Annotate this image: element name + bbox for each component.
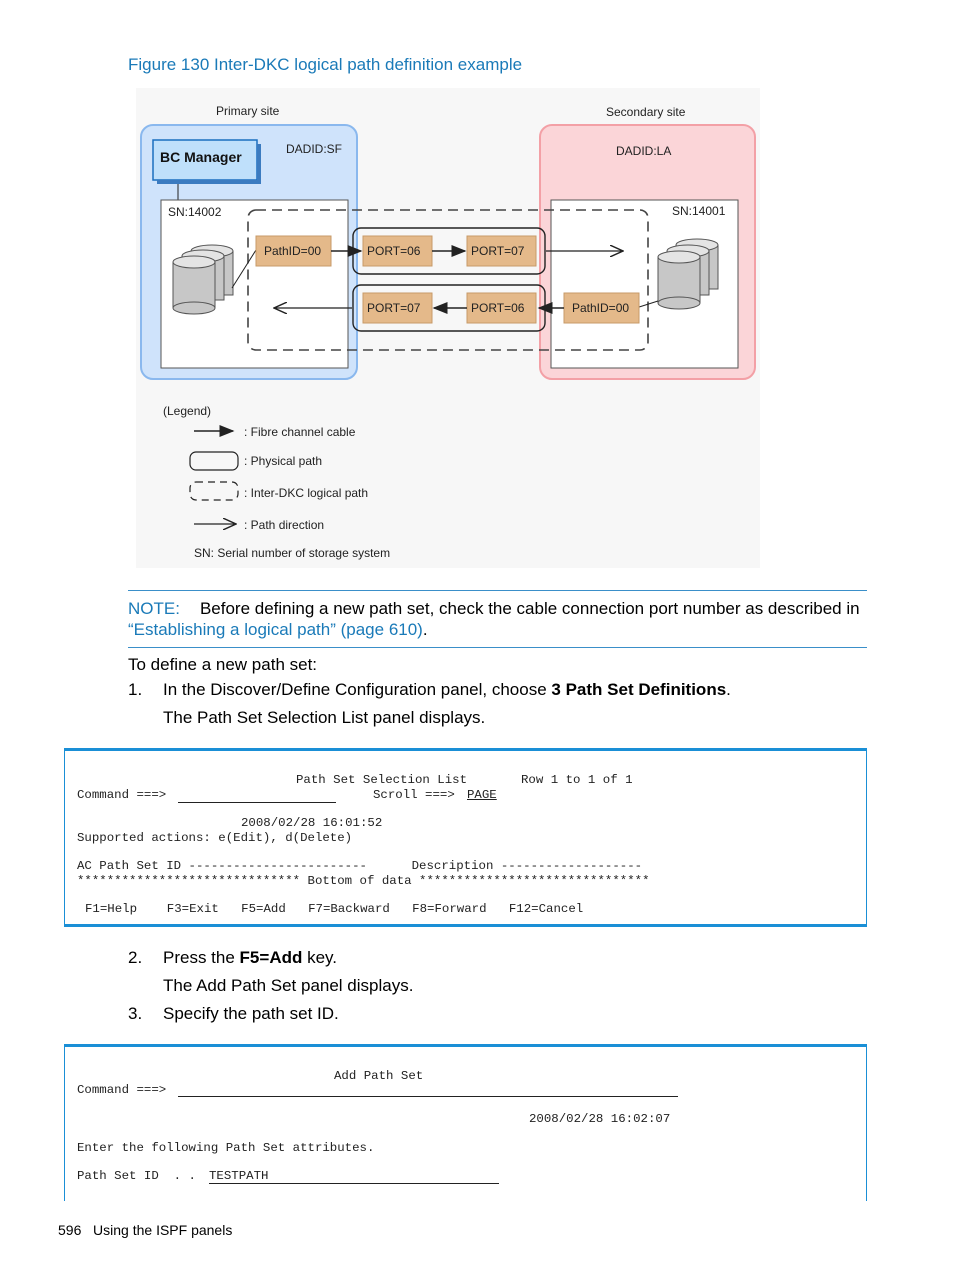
- add-path-set-panel: [64, 1044, 867, 1201]
- step-2-number: 2.: [128, 948, 143, 967]
- panel2-prompt: Enter the following Path Set attributes.: [77, 1141, 375, 1155]
- panel1-command-label: Command ===>: [77, 788, 167, 802]
- step-3-text: Specify the path set ID.: [163, 1004, 339, 1023]
- note-end: .: [422, 620, 428, 639]
- steps-intro: To define a new path set:: [128, 655, 318, 674]
- port-bottom-2-label: PORT=06: [471, 301, 525, 315]
- panel1-title: Path Set Selection List: [296, 773, 468, 787]
- port-top-1-label: PORT=06: [367, 244, 421, 258]
- legend-sn: SN: Serial number of storage system: [194, 546, 391, 560]
- panel1-actions: Supported actions: e(Edit), d(Delete): [77, 831, 353, 845]
- panel1-function-keys[interactable]: F1=Help F3=Exit F5=Add F7=Backward F8=Forward F12=Cancel: [85, 902, 584, 916]
- panel2-title: Add Path Set: [334, 1069, 424, 1083]
- dadid-secondary: DADID:LA: [616, 144, 672, 158]
- legend-title: (Legend): [163, 404, 212, 418]
- legend-direction: : Path direction: [244, 518, 325, 532]
- step-1-number: 1.: [128, 680, 143, 699]
- path-set-selection-panel: [64, 748, 867, 927]
- section-name: Using the ISPF panels: [93, 1222, 233, 1238]
- note-block: [128, 598, 867, 640]
- legend-fibre: : Fibre channel cable: [244, 425, 356, 439]
- sn-primary: SN:14002: [168, 205, 222, 219]
- bc-manager-label: BC Manager: [160, 149, 242, 165]
- note-top-rule: [128, 590, 867, 591]
- note-link[interactable]: “Establishing a logical path” (page 610): [128, 620, 423, 639]
- panel2-command-input[interactable]: [178, 1096, 678, 1097]
- legend-logical: : Inter-DKC logical path: [244, 486, 369, 500]
- step-2-text: Press the F5=Add key.: [163, 948, 337, 967]
- panel2-timestamp: 2008/02/28 16:02:07: [529, 1112, 671, 1126]
- step-3-number: 3.: [128, 1004, 143, 1023]
- step-2-bold: F5=Add: [239, 948, 303, 967]
- page-number: 596: [58, 1222, 82, 1238]
- pathid-top-label: PathID=00: [264, 244, 322, 258]
- panel1-rows: Row 1 to 1 of 1: [521, 773, 633, 787]
- panel2-command-label: Command ===>: [77, 1083, 167, 1097]
- port-bottom-1-label: PORT=07: [367, 301, 421, 315]
- primary-site-label: Primary site: [216, 104, 280, 118]
- pathid-bottom-label: PathID=00: [572, 301, 630, 315]
- panel1-column-header: AC Path Set ID ------------------------ Description -------------------: [77, 859, 643, 873]
- dadid-primary: DADID:SF: [286, 142, 343, 156]
- sn-secondary: SN:14001: [672, 204, 726, 218]
- note-label: NOTE:: [128, 599, 180, 618]
- path-set-id-value[interactable]: TESTPATH: [209, 1169, 269, 1183]
- step-1-text: In the Discover/Define Configuration panel, choose 3 Path Set Definitions.: [163, 680, 731, 699]
- note-bottom-rule: [128, 647, 867, 648]
- step-1-bold: 3 Path Set Definitions: [551, 680, 727, 699]
- figure-title: Figure 130 Inter-DKC logical path definition example: [128, 55, 523, 74]
- path-set-id-label: Path Set ID . .: [77, 1169, 196, 1183]
- legend-physical: : Physical path: [244, 454, 323, 468]
- panel1-timestamp: 2008/02/28 16:01:52: [241, 816, 383, 830]
- note-text: Before defining a new path set, check the cable connection port number as described in: [199, 599, 860, 618]
- panel1-scroll-value[interactable]: PAGE: [467, 788, 497, 802]
- step-2-result: The Add Path Set panel displays.: [163, 976, 414, 995]
- port-top-2-label: PORT=07: [471, 244, 525, 258]
- path-set-id-field[interactable]: [209, 1183, 499, 1184]
- inter-dkc-diagram: [136, 88, 760, 568]
- step-1-result: The Path Set Selection List panel displays.: [163, 708, 486, 727]
- panel1-command-input[interactable]: [178, 802, 336, 803]
- panel1-scroll-label: Scroll ===>: [373, 788, 455, 802]
- page-footer: [58, 1222, 232, 1238]
- secondary-site-label: Secondary site: [606, 105, 686, 119]
- panel1-bottom-of-data: ****************************** Bottom of data *******************************: [77, 874, 650, 888]
